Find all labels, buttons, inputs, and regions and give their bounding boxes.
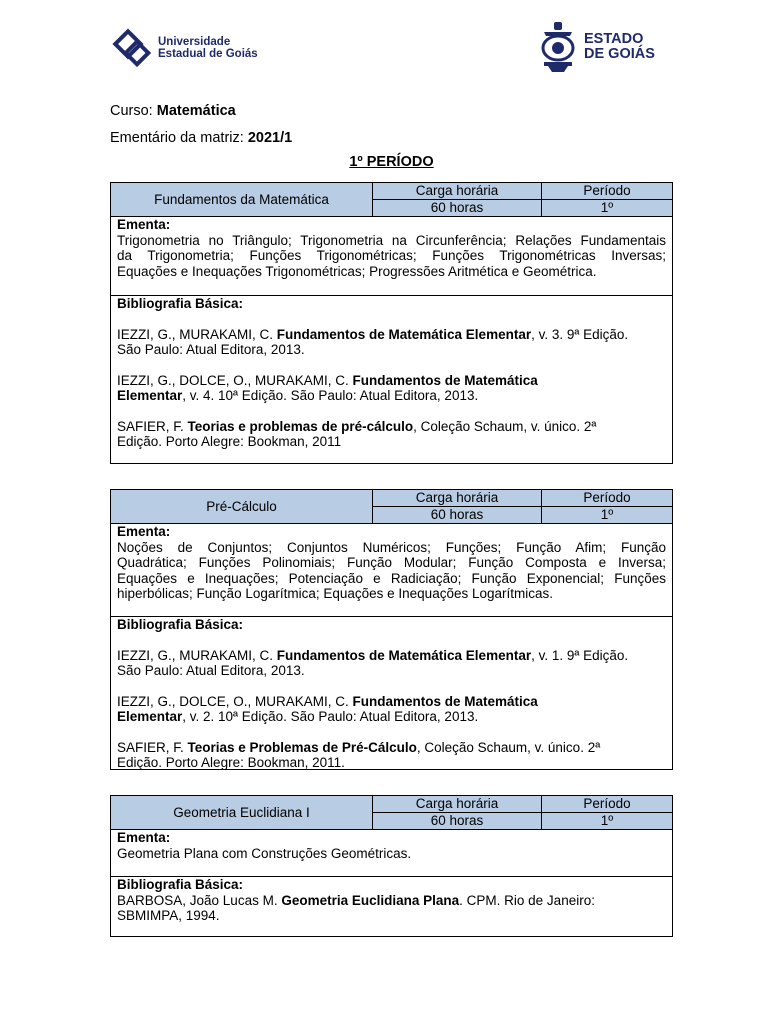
course-value: Matemática <box>156 103 236 119</box>
reference-item <box>117 327 666 358</box>
reference-publisher: São Paulo: Atual Editora, 2013. <box>117 342 305 357</box>
reference-title: Fundamentos de Matemática Elementar <box>276 326 532 342</box>
period-column <box>542 490 672 523</box>
bibliography-label: Bibliografia Básica: <box>117 617 244 632</box>
reference-title: Fundamentos de Matemática <box>352 372 538 388</box>
reference-authors: IEZZI, G., MURAKAMI, C. <box>117 647 277 663</box>
workload-column <box>373 796 542 829</box>
workload-value: 60 horas <box>373 813 541 829</box>
reference-item <box>117 694 666 725</box>
discipline-header <box>111 796 672 830</box>
workload-label: Carga horária <box>373 796 541 813</box>
reference-title: Fundamentos de Matemática <box>352 693 538 709</box>
reference-item <box>117 740 666 771</box>
reference-item <box>117 893 666 924</box>
discipline-name: Fundamentos da Matemática <box>111 183 373 216</box>
workload-value: 60 horas <box>373 507 541 523</box>
reference-publisher: Edição. Porto Alegre: Bookman, 2011. <box>117 755 345 770</box>
ementa-text-line: Equações e Inequações Trigonométricas; Progressões Aritmética e Geométrica. <box>117 263 597 279</box>
bibliography-section <box>111 616 672 771</box>
reference-details: , v. 3. 9ª Edição. <box>531 326 629 342</box>
workload-label: Carga horária <box>373 490 541 507</box>
reference-details: , Coleção Schaum, v. único. 2ª <box>416 739 601 755</box>
discipline-name: Pré-Cálculo <box>111 490 373 523</box>
period-title: 1º PERÍODO <box>349 154 434 170</box>
ementa-text-line: Quadrática; Funções Polinomiais; Função Modular; Função Composta e Inversa; <box>117 555 666 570</box>
period-column <box>542 183 672 216</box>
ementa-text-line: Equações e Inequações; Potenciação e Radiciação; Função Exponencial; Funções <box>117 570 666 586</box>
discipline-table <box>110 182 673 464</box>
workload-value: 60 horas <box>373 200 541 216</box>
reference-title: Elementar <box>117 388 183 403</box>
goias-logo <box>538 20 668 74</box>
ueg-name <box>158 36 258 60</box>
discipline-header <box>111 490 672 524</box>
ementa-text-line: da Trigonometria; Funções Trigonométricas; Funções Trigonométricas Inversas; <box>117 248 666 263</box>
reference-details: , Coleção Schaum, v. único. 2ª <box>413 418 597 434</box>
workload-label: Carga horária <box>373 183 541 200</box>
ementa-label: Ementa: <box>117 524 171 539</box>
period-value: 1º <box>542 813 672 829</box>
reference-authors: SAFIER, F. <box>117 739 188 755</box>
ementa-label: Ementa: <box>117 217 171 232</box>
period-label: Período <box>542 796 672 813</box>
goias-coat-of-arms-icon <box>538 20 578 72</box>
ementa-section <box>111 830 672 876</box>
reference-authors: BARBOSA, João Lucas M. <box>117 892 282 908</box>
workload-column <box>373 490 542 523</box>
discipline-table <box>110 489 673 770</box>
ementa-text-line: hiperbólicas; Função Logarítmica; Equações e Inequações Logarítmicas. <box>117 586 554 601</box>
bibliography-section <box>111 876 672 924</box>
period-value: 1º <box>542 200 672 216</box>
reference-title: Elementar <box>117 709 183 724</box>
reference-publisher: São Paulo: Atual Editora, 2013. <box>117 663 305 678</box>
ementa-section <box>111 217 672 295</box>
reference-details: , v. 4. 10ª Edição. São Paulo: Atual Editora, 2013. <box>182 388 479 403</box>
reference-title: Geometria Euclidiana Plana <box>281 892 460 908</box>
matrix-value: 2021/1 <box>247 130 293 146</box>
ementa-section <box>111 524 672 616</box>
ementa-text-line: Geometria Plana com Construções Geométricas. <box>117 845 412 861</box>
ueg-logo <box>110 26 260 70</box>
ueg-name-line2: Estadual de Goiás <box>158 48 258 60</box>
workload-column <box>373 183 542 216</box>
bibliography-label: Bibliografia Básica: <box>117 877 244 892</box>
reference-authors: SAFIER, F. <box>117 418 188 434</box>
reference-authors: IEZZI, G., MURAKAMI, C. <box>117 326 277 342</box>
bibliography-label: Bibliografia Básica: <box>117 296 244 311</box>
matrix-line <box>110 130 292 146</box>
reference-details: , v. 1. 9ª Edição. <box>531 647 629 663</box>
reference-authors: IEZZI, G., DOLCE, O., MURAKAMI, C. <box>117 372 353 388</box>
reference-details: . CPM. Rio de Janeiro: <box>459 892 595 908</box>
goias-name-line1: ESTADO <box>584 31 644 47</box>
reference-publisher: Edição. Porto Alegre: Bookman, 2011 <box>117 434 342 449</box>
period-label: Período <box>542 183 672 200</box>
reference-title: Teorias e problemas de pré-cálculo <box>187 418 414 434</box>
ueg-emblem-icon <box>110 26 154 70</box>
reference-title: Fundamentos de Matemática Elementar <box>276 647 532 663</box>
period-label: Período <box>542 490 672 507</box>
period-value: 1º <box>542 507 672 523</box>
reference-authors: IEZZI, G., DOLCE, O., MURAKAMI, C. <box>117 693 353 709</box>
ementa-label: Ementa: <box>117 830 171 845</box>
discipline-name: Geometria Euclidiana I <box>111 796 373 829</box>
reference-details: , v. 2. 10ª Edição. São Paulo: Atual Editora, 2013. <box>182 709 479 724</box>
reference-publisher: SBMIMPA, 1994. <box>117 908 220 923</box>
discipline-header <box>111 183 672 217</box>
reference-title: Teorias e Problemas de Pré-Cálculo <box>187 739 417 755</box>
period-column <box>542 796 672 829</box>
ueg-name-line1: Universidade <box>158 36 231 48</box>
matrix-label: Ementário da matriz: <box>110 130 248 146</box>
course-line <box>110 103 236 119</box>
ementa-text-line: Noções de Conjuntos; Conjuntos Numéricos; Funções; Função Afim; Função <box>117 539 666 555</box>
reference-item <box>117 419 666 450</box>
reference-item <box>117 648 666 679</box>
goias-name <box>584 32 655 62</box>
bibliography-section <box>111 295 672 450</box>
reference-item <box>117 373 666 404</box>
course-label: Curso: <box>110 103 157 119</box>
ementa-text-line: Trigonometria no Triângulo; Trigonometria na Circunferência; Relações Fundamentais <box>117 232 666 248</box>
goias-name-line2: DE GOIÁS <box>584 46 655 62</box>
discipline-table <box>110 795 673 937</box>
